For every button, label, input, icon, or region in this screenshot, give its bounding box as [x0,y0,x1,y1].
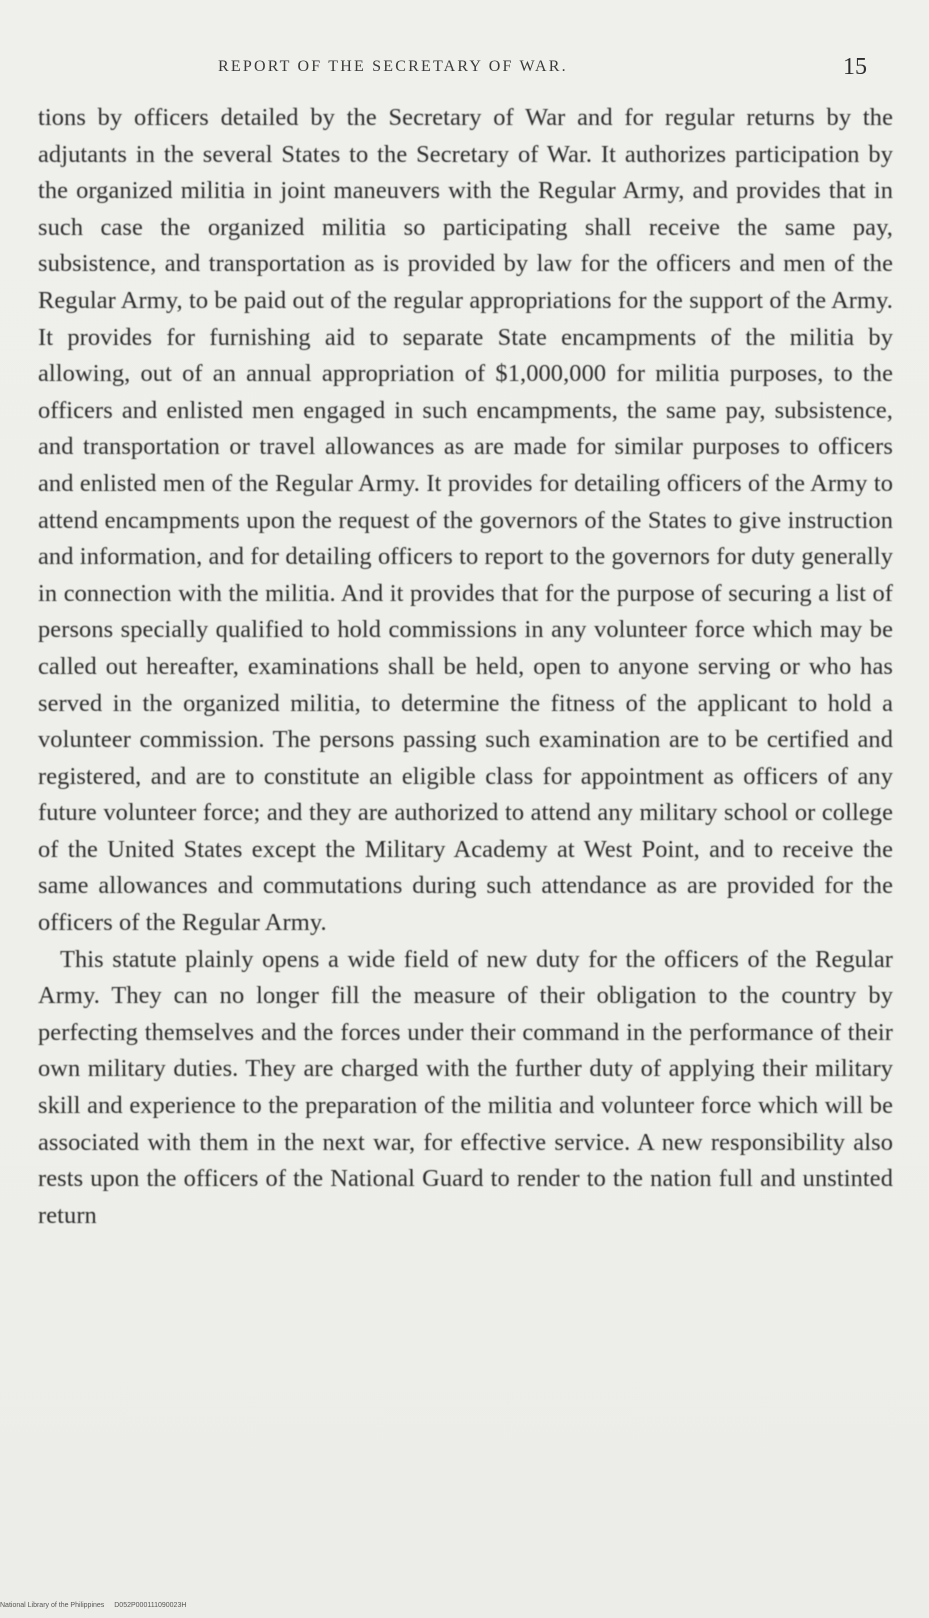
paragraph-1: tions by officers detailed by the Secretary of War and for regular returns by the adjutants in the several States to the Secretary of War. It authorizes participation by the organized militia in joint maneuvers with the Regular Army, and provides that in such case the organized militia so participating shall receive the same pay, subsistence, and transportation as is provided by law for the officers and men of the Regular Army, to be paid out of the regular appropriations for the support of the Army. It provides for furnishing aid to separate State encampments of the militia by allowing, out of an annual appropriation of $1,000,000 for militia purposes, to the officers and enlisted men engaged in such encampments, the same pay, subsistence, and transportation or travel allowances as are made for similar purposes to officers and enlisted men of the Regular Army. It provides for detailing officers of the Army to attend encampments upon the request of the governors of the States to give instruction and information, and for detailing officers to report to the governors for duty generally in connection with the militia. And it provides that for the purpose of securing a list of persons specially qualified to hold commissions in any volunteer force which may be called out hereafter, examinations shall be held, open to anyone serving or who has served in the organized militia, to determine the fitness of the applicant to hold a volunteer commission. The persons passing such examination are to be certified and registered, and are to constitute an eligible class for appointment as officers of any future volunteer force; and they are authorized to attend any military school or college of the United States except the Military Academy at West Point, and to receive the same allowances and commutations during such attendance as are provided for the officers of the Regular Army. [38,104,893,937]
body-text [38,100,893,1234]
page-number: 15 [843,54,867,80]
running-head [0,54,929,88]
footer-identifier: D052P000111090023H [114,1602,187,1609]
footer-library: National Library of the Philippines [0,1602,105,1609]
footer-stamp [0,1602,194,1609]
paragraph-2: This statute plainly opens a wide field of new duty for the officers of the Regular Army. They can no longer fill the measure of their obligation to the country by perfecting themselves and the forces under their command in the performance of their own military duties. They are charged with the further duty of applying their military skill and experience to the preparation of the militia and volunteer force which will be associated with them in the next war, for effective service. A new responsibility also rests upon the officers of the National Guard to render to the nation full and unstinted return [38,945,893,1229]
running-title: REPORT OF THE SECRETARY OF WAR. [218,58,568,75]
